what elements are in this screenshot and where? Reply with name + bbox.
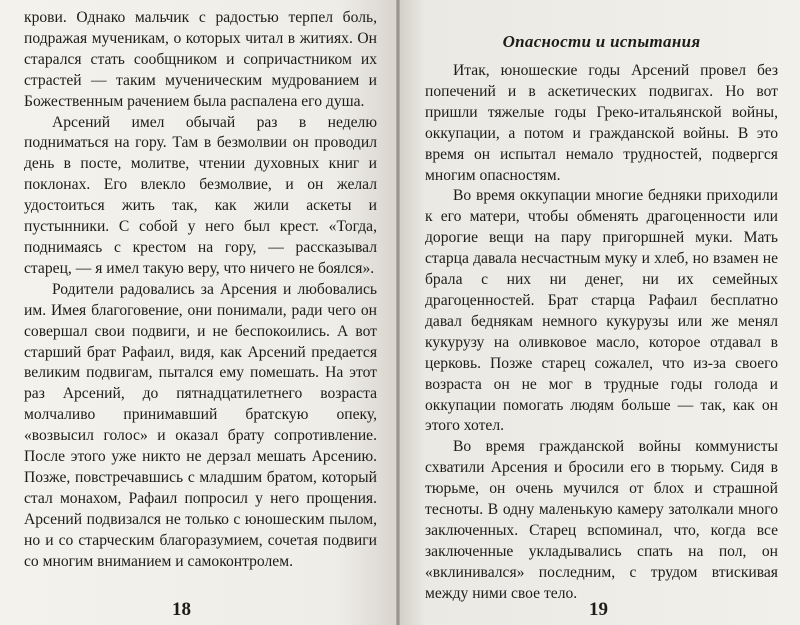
left-page — [0, 0, 397, 625]
page-number: 18 — [172, 599, 191, 620]
paragraph: Во время гражданской войны коммунисты схватили Арсения и бросили его в тюрьму. Сидя в тюрьме, он очень мучился от блох и страшной тесноты. В одну маленькую камеру затолкали много заключенных. Старец вспоминал, что, когда все заключенные укладывались спать на пол, он «вклинивался» последним, с трудом втискивая между ними свое тело. — [425, 438, 778, 602]
paragraph: Во время оккупации многие бедняки приходили к его матери, чтобы обменять драгоценности или дорогие вещи на пару пригоршней муки. Мать старца давала несчастным муку и хлеб, но взамен не брала с них ни денег, ни их семейных драгоценностей. Брат старца Рафаил бесплатно давал беднякам немного кукурузы или же менял кукурузу на оливковое масло, которое отдавал в церковь. Позже старец сожалел, что из-за своего возраста он не мог в трудные годы голода и оккупации помогать людям больше — так, как он этого хотел. — [425, 187, 778, 435]
right-page — [397, 0, 800, 625]
right-page-text — [425, 61, 778, 605]
book-gutter — [396, 0, 400, 625]
paragraph: Родители радовались за Арсения и любовались им. Имея благоговение, они понимали, ради чего он совершал свои подвиги, и не беспокоились. А вот старший брат Рафаил, видя, как Арсений предается великим подвигам, пытался ему помешать. На этот раз Арсений, до пятнадцатилетнего возраста молчаливо принимавший братскую опеку, «возвысил голос» и оказал брату сопротивление. После этого уже никто не дерзал мешать Арсению. Позже, повстречавшись с младшим братом, который стал монахом, Рафаил попросил у него прощения. Арсений подвизался не только с юношеским пылом, но и со старческим благоразумием, сочетая подвиги со многим вниманием и самоконтролем. — [24, 280, 377, 570]
paragraph: Итак, юношеские годы Арсений провел без попечений и в аскетических подвигах. Но вот пришли тяжелые годы Греко-итальянской войны, оккупации, а потом и гражданской войны. В это время он испытал немало трудностей, подвергся многим опасностям. — [425, 62, 778, 184]
page-number: 19 — [589, 599, 608, 620]
paragraph: Арсений имел обычай раз в неделю подниматься на гору. Там в безмолвии он проводил день в посте, молитве, чтении духовных книг и поклонах. Его влекло безмолвие, и он желал удостоиться жить так, как жили аскеты и пустынники. С собой у него был крест. «Тогда, поднимаясь с крестом на гору, — рассказывал старец, — я имел такую веру, что ничего не боялся». — [24, 113, 377, 277]
chapter-title: Опасности и испытания — [502, 32, 701, 51]
paragraph: крови. Однако мальчик с радостью терпел боль, подражая мученикам, о которых читал в житиях. Он старался стать сообщником и сопричастником их страстей — таким мученическим мудрованием и Божественным рачением была распалена его душа. — [24, 9, 377, 110]
left-page-text — [24, 8, 377, 572]
